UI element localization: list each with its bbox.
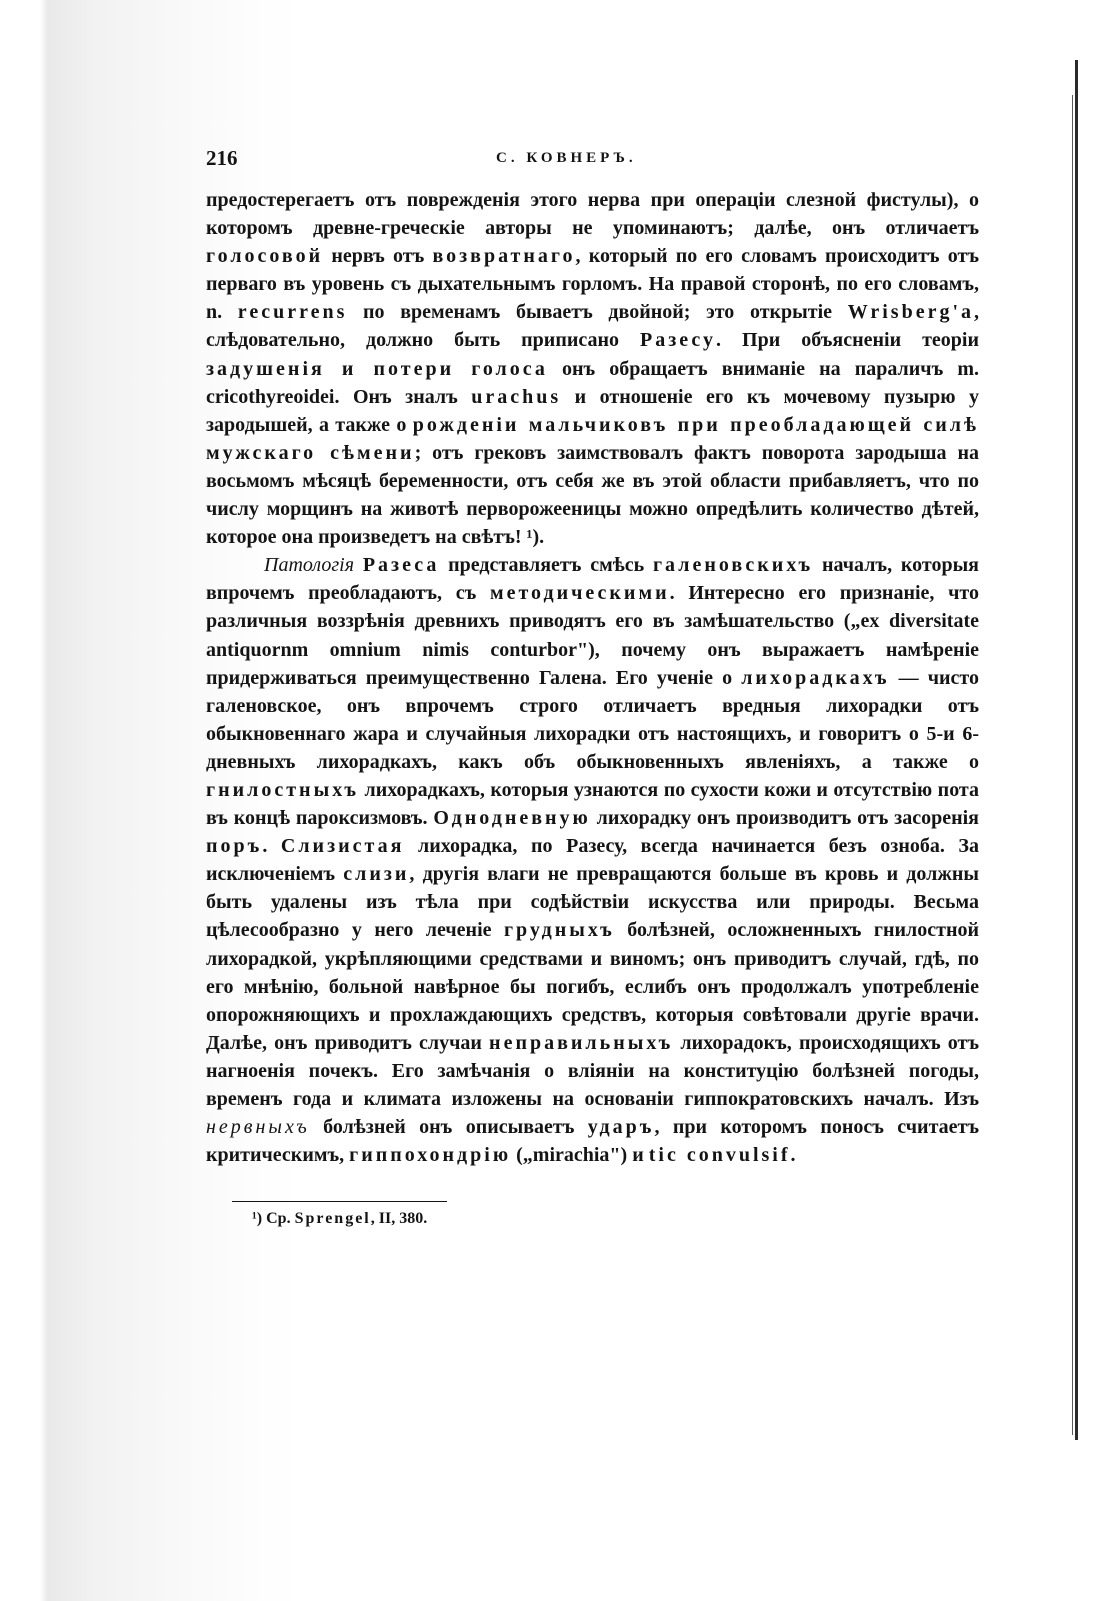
text-run: лихорадка, по Разесу, всегда начинается безъ озноба. За исключеніемъ [206, 835, 979, 886]
emphasis-run: Разесу [640, 329, 717, 352]
footnote [252, 1210, 979, 1228]
text-run: („mirachia") и [511, 1144, 649, 1167]
text-run [354, 554, 363, 576]
text-run: лихорадокъ, происходящихъ отъ нагноенія почекъ. Его замѣчанія о вліяніи на конституцію болѣзней погоды, временъ года и климата изложены на основаніи гиппократовскихъ началъ. Изъ [206, 1031, 979, 1110]
emphasis-run: ударъ [587, 1116, 655, 1139]
emphasis-run: задушенія и потери голоса [206, 357, 548, 380]
text-run: болѣзней, осложненныхъ гнилостной лихорадкой, укрѣпляющими средствами и виномъ; онъ приводитъ случай, гдѣ, по его мнѣнію, больной навѣрное бы погибъ, еслибъ онъ продолжалъ употребленіе опорожняющихъ и прохлаждающихъ средствъ, которыя совѣтовали другіе врачи. Далѣе, онъ приводитъ случаи [206, 919, 980, 1054]
emphasis-run: грудныхъ [503, 919, 615, 942]
text-run: лихорадкахъ, которыя узнаются по сухости кожи и отсутствію пота въ концѣ пароксизмовъ. [206, 778, 979, 830]
text-run: . [790, 1144, 796, 1167]
paragraph [206, 551, 979, 1169]
footnote-rule [232, 1201, 447, 1202]
text-run: , слѣдовательно, должно быть приписано [206, 301, 980, 352]
emphasis-run: Wrisberg'a [847, 301, 975, 324]
emphasis-run: голосовой [206, 245, 324, 268]
scan-edge-line [1075, 60, 1078, 1440]
footnote-prefix: Ср. [266, 1210, 291, 1228]
text-run: . Интересно его признаніе, что различныя воззрѣнія древнихъ приводятъ его въ замѣшательство („ex diversitate antiquornm omnium nimis conturbor"), почему онъ выражаетъ намѣреніе придерживаться преимущественно Галена. Его ученіе о [206, 582, 979, 689]
emphasis-run: Патологія [264, 554, 355, 577]
scan-edge-line-secondary [1072, 95, 1073, 1435]
text-run: и отношеніе его къ мочевому пузырю у зародышей, а также о [206, 385, 979, 436]
text-run: , при которомъ поносъ считаетъ критическимъ, [206, 1116, 980, 1167]
text-run: по временамъ бываетъ двойной; это открытіе [347, 301, 848, 324]
emphasis-run: неправильныхъ [489, 1031, 674, 1054]
text-run: лихорадку онъ производитъ отъ засоренія [590, 807, 979, 830]
text-run: , который по его словамъ происходитъ отъ перваго въ уровень съ дыхательнымъ горломъ. На правой сторонѣ, по его словамъ, n. [206, 245, 979, 324]
emphasis-run: гнилостныхъ [206, 778, 360, 801]
footnote-marker: ¹) [252, 1210, 263, 1228]
page-header [206, 146, 979, 186]
emphasis-run: методическими [490, 582, 670, 605]
text-run: . При объясненіи теоріи [716, 329, 979, 352]
emphasis-run: recurrens [237, 301, 348, 324]
text-run: — чисто галеновское, онъ впрочемъ строго отличаетъ вредныя лихорадки отъ обыкновеннаго жара и случайныя лихорадки отъ настоящихъ, и говоритъ о 5-и 6-дневныхъ лихорадкахъ, какъ объ обыкновенныхъ явленіяхъ, а также о [206, 666, 979, 773]
emphasis-run: tic convulsif [648, 1144, 791, 1167]
emphasis-run: рожденіи мальчиковъ при преобладающей силѣ мужскаго сѣмени [206, 413, 979, 464]
text-run: нервъ отъ [323, 245, 433, 268]
page-number: 216 [206, 146, 238, 170]
text-run: предостерегаетъ отъ поврежденія этого нерва при операціи слезной фистулы), о которомъ древне-греческіе авторы не упоминаютъ; далѣе, онъ отличаетъ [206, 189, 979, 240]
text-run: ; отъ грековъ заимствовалъ фактъ поворота зародыша на восьмомъ мѣсяцѣ беременности, отъ себя же въ этой области прибавляетъ, что по числу морщинъ на животѣ перворожееницы можно опредѣлить количество дѣтей, которое она произведетъ на свѣтъ! ¹). [206, 441, 979, 549]
footnote-author: Sprengel [294, 1210, 371, 1228]
text-run: . [262, 835, 281, 858]
emphasis-run: галеновскихъ [652, 554, 814, 577]
running-head: С. КОВНЕРЪ. [496, 150, 637, 166]
emphasis-run: лихорадкахъ [741, 666, 890, 689]
emphasis-run: гиппохондрію [349, 1144, 512, 1167]
body-text [206, 186, 979, 1169]
emphasis-run: Слизистая [280, 835, 405, 858]
emphasis-run: поръ [206, 835, 263, 858]
emphasis-run: Разеса [362, 554, 440, 577]
emphasis-run: urachus [471, 385, 562, 408]
emphasis-run: Однодневную [433, 807, 591, 830]
emphasis-run: слизи [343, 863, 410, 886]
footnote-ref: , II, 380. [370, 1210, 428, 1228]
text-run: началъ, которыя впрочемъ преобладаютъ, съ [206, 554, 980, 605]
emphasis-run: нервныхъ [206, 1116, 310, 1139]
text-run: онъ обращаетъ вниманіе на параличъ m. cricothyreoidei. Онъ зналъ [206, 357, 979, 408]
emphasis-run: возвратнаго [432, 245, 576, 268]
paragraph [206, 186, 979, 551]
text-run: представляетъ смѣсь [439, 554, 653, 577]
book-page [206, 146, 979, 1228]
text-run: , другія влаги не превращаются больше въ кровь и должны быть удалены изъ тѣла при содѣйствіи искусства или природы. Весьма цѣлесообразно у него леченіе [206, 863, 980, 942]
text-run: болѣзней онъ описываетъ [309, 1116, 588, 1139]
